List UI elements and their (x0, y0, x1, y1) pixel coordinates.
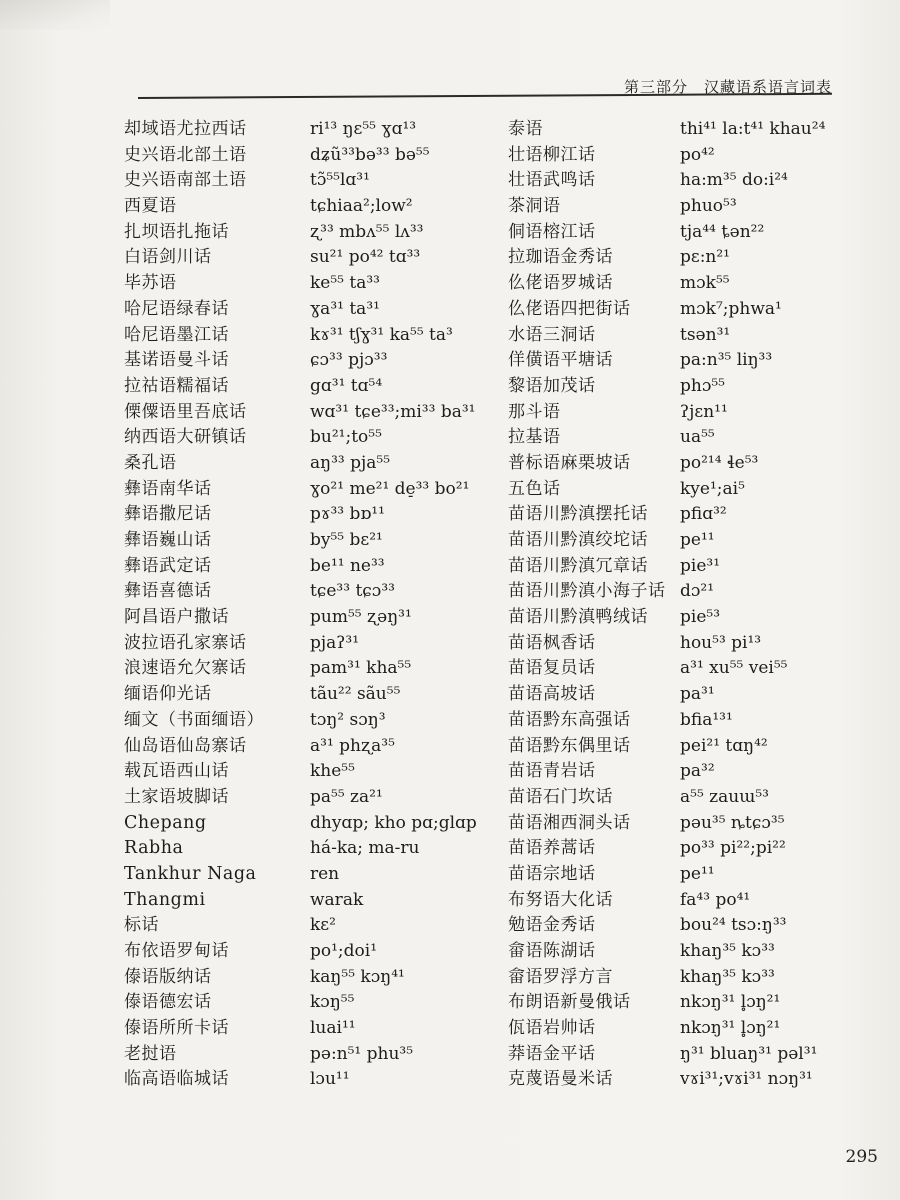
word-form: bu²¹;to⁵⁵ (310, 427, 382, 448)
word-form: khaŋ³⁵ kɔ³³ (680, 941, 775, 961)
word-form: ʐ³³ mbʌ⁵⁵ lʌ³³ (310, 221, 424, 242)
language-name: 阿昌语户撒话 (124, 607, 229, 628)
language-name: 史兴语南部土语 (124, 170, 247, 191)
language-name: 傣语版纳话 (124, 966, 212, 987)
language-name: 畲语陈湖话 (508, 941, 596, 961)
word-form: kɤ³¹ tʃɣ³¹ ka⁵⁵ ta³ (310, 324, 453, 345)
word-form: ɣa³¹ ta³¹ (310, 298, 380, 319)
word-form: vɤi³¹;vɤi³¹ nɔŋ³¹ (680, 1069, 813, 1090)
language-name: 仫佬语罗城话 (508, 273, 613, 294)
language-name: 毕苏语 (124, 273, 177, 294)
language-name: 苗语养蒿话 (508, 838, 596, 859)
word-form: gɑ³¹ tɑ⁵⁴ (310, 375, 383, 396)
language-name: 那斗语 (508, 401, 561, 422)
word-form: ri¹³ ŋɛ⁵⁵ ɣɑ¹³ (310, 119, 417, 139)
language-name: 苗语黔东偶里话 (508, 735, 631, 756)
language-name: 布努语大化话 (508, 889, 613, 910)
right-word-forms (680, 117, 825, 1093)
word-form: ke⁵⁵ ta³³ (310, 273, 380, 294)
page-corner-fold (0, 0, 110, 30)
word-form: nkɔŋ³¹ l̥ɔŋ²¹ (680, 992, 781, 1013)
language-name: 苗语川黔滇小海子话 (508, 581, 666, 602)
word-form: pəu³⁵ ȵtɕɔ³⁵ (680, 812, 785, 833)
language-name: 老挝语 (124, 1043, 177, 1064)
word-form: kye¹;ai⁵ (680, 478, 745, 499)
word-form: wɑ³¹ tɕe³³;mi³³ ba³¹ (310, 401, 476, 422)
word-form: tãu²² sãu⁵⁵ (310, 684, 401, 705)
language-name: 仫佬语四把街话 (508, 298, 631, 319)
language-name: 缅文（书面缅语） (124, 709, 264, 730)
language-name: 拉祜语糯福话 (124, 375, 229, 396)
right-language-names (508, 117, 666, 1093)
word-form: tɕhiaa²;low² (310, 196, 413, 217)
word-form: tɔŋ² sɔŋ³ (310, 709, 386, 730)
word-form: ua⁵⁵ (680, 427, 715, 448)
word-form: tɔ̃⁵⁵lɑ³¹ (310, 170, 370, 191)
word-form: phɔ⁵⁵ (680, 375, 725, 396)
word-form: bou²⁴ tsɔ:ŋ³³ (680, 915, 787, 936)
word-form: pɛ:n²¹ (680, 247, 730, 268)
language-name: Rabha (124, 838, 184, 859)
word-form: kɛ² (310, 915, 336, 936)
language-name: 载瓦语西山话 (124, 761, 229, 782)
word-form: luai¹¹ (310, 1018, 356, 1039)
language-name: 黎语加茂话 (508, 375, 596, 396)
language-name: 五色话 (508, 478, 561, 499)
word-form: kɔŋ⁵⁵ (310, 992, 355, 1013)
language-name: 纳西语大研镇话 (124, 427, 247, 448)
word-form: lɔu¹¹ (310, 1069, 350, 1090)
language-name: 苗语青岩话 (508, 761, 596, 782)
language-name: 勉语金秀话 (508, 915, 596, 936)
running-header: 第三部分 汉藏语系语言词表 (623, 78, 832, 96)
language-name: 拉基语 (508, 427, 561, 448)
word-form: bfia¹³¹ (680, 709, 733, 730)
language-name: 彝语撒尼话 (124, 504, 212, 525)
word-form: ʔjɛn¹¹ (680, 401, 728, 422)
word-form: pe¹¹ (680, 863, 715, 884)
word-form: po³³ pi²²;pi²² (680, 838, 786, 859)
word-form: fa⁴³ po⁴¹ (680, 889, 751, 910)
word-form: hou⁵³ pi¹³ (680, 632, 762, 653)
language-name: 苗语黔东高强话 (508, 709, 631, 730)
language-name: 佯僙语平塘话 (508, 350, 613, 371)
language-name: Thangmi (124, 889, 206, 910)
language-name: 桑孔语 (124, 452, 177, 473)
word-form: ha:m³⁵ do:i²⁴ (680, 170, 788, 191)
language-name: 仙岛语仙岛寨话 (124, 735, 247, 756)
word-form: pɤ³³ bɒ¹¹ (310, 504, 385, 525)
word-form: pa⁵⁵ za²¹ (310, 786, 383, 807)
word-form: pjaʔ³¹ (310, 632, 360, 653)
word-form: pei²¹ tɑŋ⁴² (680, 735, 768, 756)
language-name: 苗语川黔滇绞坨话 (508, 530, 648, 550)
language-name: 畲语罗浮方言 (508, 966, 613, 987)
word-form: mɔk⁷;phwa¹ (680, 298, 782, 319)
language-name: 苗语石门坎话 (508, 786, 613, 807)
word-form: dhyɑp; kho pɑ;glɑp (310, 812, 477, 833)
word-form: pie³¹ (680, 555, 721, 576)
language-name: 西夏语 (124, 196, 177, 217)
language-name: 苗语宗地话 (508, 863, 596, 884)
language-name: 苗语湘西洞头话 (508, 812, 631, 833)
language-name: 佤语岩帅话 (508, 1018, 596, 1039)
language-name: 水语三洞话 (508, 324, 596, 345)
language-name: 基诺语曼斗话 (124, 350, 229, 371)
word-form: mɔk⁵⁵ (680, 273, 730, 294)
language-name: 哈尼语绿春话 (124, 298, 229, 319)
language-name: 彝语武定话 (124, 555, 212, 576)
word-form: tɕe³³ tɕɔ³³ (310, 581, 395, 602)
word-form: pum⁵⁵ ʐəŋ³¹ (310, 607, 412, 628)
language-name: 苗语川黔滇摆托话 (508, 504, 648, 525)
word-form: khaŋ³⁵ kɔ³³ (680, 966, 775, 987)
language-name: 波拉语孔家寨话 (124, 632, 247, 653)
word-form: kaŋ⁵⁵ kɔŋ⁴¹ (310, 966, 405, 987)
word-form: ren (310, 863, 340, 884)
word-form: há-ka; ma-ru (310, 838, 420, 859)
word-form: pfiɑ³² (680, 504, 727, 525)
word-form: pə:n⁵¹ phu³⁵ (310, 1043, 414, 1064)
left-language-names (124, 117, 264, 1093)
language-name: 壮语武鸣话 (508, 170, 596, 191)
word-form: su²¹ po⁴² tɑ³³ (310, 247, 421, 268)
word-form: pie⁵³ (680, 607, 721, 628)
left-word-forms (310, 117, 477, 1093)
word-form: nkɔŋ³¹ l̥ɔŋ²¹ (680, 1018, 781, 1039)
language-name: 彝语南华话 (124, 478, 212, 499)
language-name: 哈尼语墨江话 (124, 324, 229, 345)
language-name: 壮语柳江话 (508, 144, 596, 165)
language-name: 彝语喜德话 (124, 581, 212, 602)
language-name: Chepang (124, 812, 207, 833)
language-name: 克蔑语曼米话 (508, 1069, 613, 1090)
word-form: thi⁴¹ la:t⁴¹ khau²⁴ (680, 119, 826, 139)
word-form: pe¹¹ (680, 530, 715, 550)
word-form: khe⁵⁵ (310, 761, 355, 782)
language-name: 苗语高坡话 (508, 684, 596, 705)
word-form: dɔ²¹ (680, 581, 715, 602)
language-name: 临高语临城话 (124, 1069, 229, 1090)
word-form: a³¹ xu⁵⁵ vei⁵⁵ (680, 658, 788, 679)
word-form: ɣo²¹ me²¹ de̠³³ bo²¹ (310, 478, 470, 499)
word-form: tja⁴⁴ ȶən²² (680, 221, 765, 242)
language-name: 布朗语新曼俄话 (508, 992, 631, 1013)
language-name: 史兴语北部土语 (124, 144, 247, 165)
language-name: 拉珈语金秀话 (508, 247, 613, 268)
language-name: 浪速语允欠寨话 (124, 658, 247, 679)
language-name: 苗语川黔滇鸭绒话 (508, 607, 648, 628)
language-name: 苗语复员话 (508, 658, 596, 679)
language-name: Tankhur Naga (124, 863, 257, 884)
word-form: phuo⁵³ (680, 196, 737, 217)
word-form: pa:n³⁵ liŋ³³ (680, 350, 773, 371)
word-form: po¹;doi¹ (310, 941, 378, 961)
word-form: pa³¹ (680, 684, 715, 705)
page-number: 295 (845, 1147, 878, 1167)
word-form: be¹¹ ne³³ (310, 555, 385, 576)
language-name: 傣语德宏话 (124, 992, 212, 1013)
word-form: aŋ³³ pja⁵⁵ (310, 452, 391, 473)
word-form: pam³¹ kha⁵⁵ (310, 658, 412, 679)
word-form: a⁵⁵ zauɯ⁵³ (680, 786, 769, 807)
word-form: pa³² (680, 761, 715, 782)
word-form: by⁵⁵ bɛ²¹ (310, 530, 383, 550)
language-name: 普标语麻栗坡话 (508, 452, 631, 473)
word-form: warak (310, 889, 364, 910)
language-name: 泰语 (508, 119, 543, 139)
word-form: po⁴² (680, 144, 715, 165)
language-name: 彝语巍山话 (124, 530, 212, 550)
language-name: 标话 (124, 915, 159, 936)
word-form: ɕɔ³³ pjɔ³³ (310, 350, 388, 371)
word-form: po²¹⁴ ɬe⁵³ (680, 452, 759, 473)
language-name: 却域语尤拉西话 (124, 119, 247, 139)
language-name: 布依语罗甸话 (124, 941, 229, 961)
language-name: 白语剑川话 (124, 247, 212, 268)
language-name: 土家语坡脚话 (124, 786, 229, 807)
language-name: 傣语所所卡话 (124, 1018, 229, 1039)
word-form: dʑũ³³bə³³ bə⁵⁵ (310, 144, 430, 165)
language-name: 莽语金平话 (508, 1043, 596, 1064)
language-name: 侗语榕江话 (508, 221, 596, 242)
word-form: ŋ³¹ bluaŋ³¹ pəl³¹ (680, 1043, 818, 1064)
language-name: 苗语枫香话 (508, 632, 596, 653)
language-name: 傈僳语里吾底话 (124, 401, 247, 422)
language-name: 扎坝语扎拖话 (124, 221, 229, 242)
language-name: 缅语仰光话 (124, 684, 212, 705)
word-form: tsən³¹ (680, 324, 731, 345)
language-name: 苗语川黔滇冗章话 (508, 555, 648, 576)
word-form: a³¹ phʐa³⁵ (310, 735, 395, 756)
language-name: 茶洞语 (508, 196, 561, 217)
